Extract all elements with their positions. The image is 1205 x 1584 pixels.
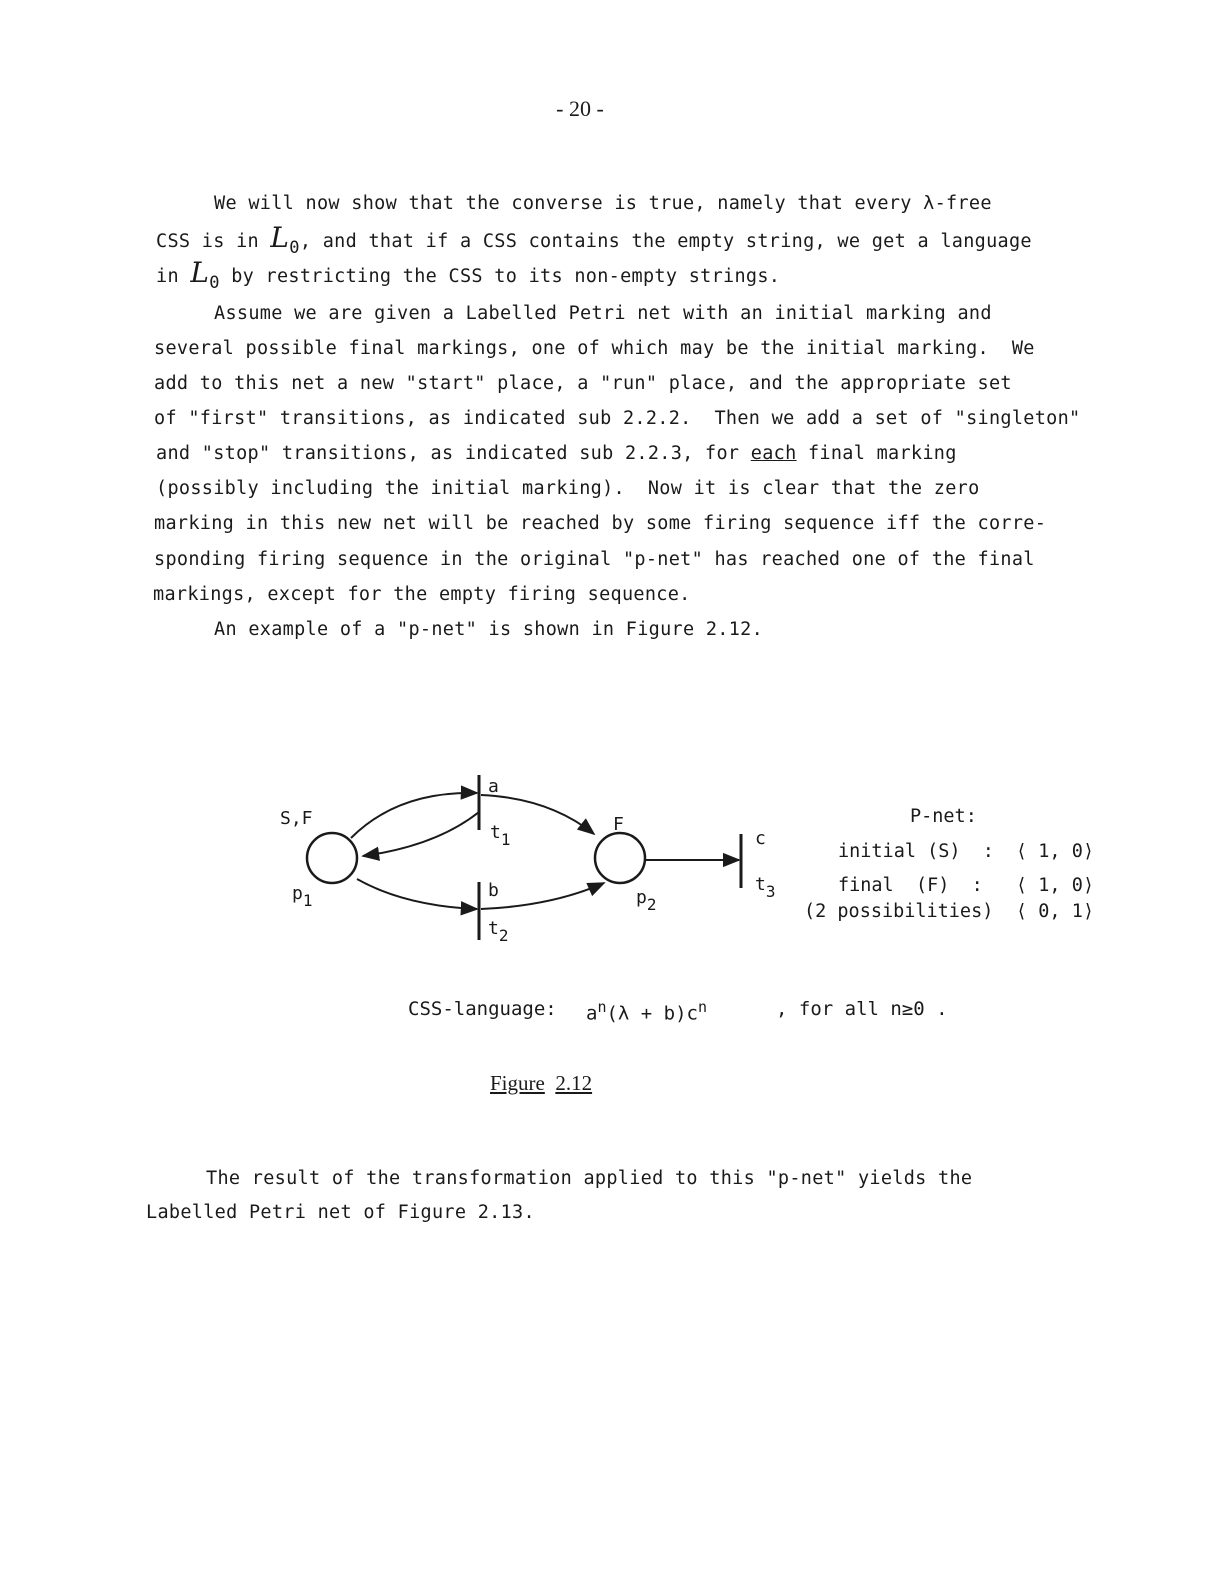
t3-name-label bbox=[755, 874, 775, 901]
paragraph2-line4: of "first" transitions, as indicated sub 2.2.2. Then we add a set of "singleton" bbox=[154, 408, 1081, 429]
legend-initial-label: initial (S) : bbox=[838, 841, 994, 862]
t1-name: t bbox=[490, 822, 501, 843]
script-l-symbol: L bbox=[190, 256, 210, 289]
place-p2 bbox=[595, 833, 645, 883]
arc-p1-to-t1 bbox=[351, 793, 477, 838]
paragraph2-line6: (possibly including the initial marking). Now it is clear that the zero bbox=[156, 478, 980, 499]
p2-name: p bbox=[636, 887, 647, 908]
paragraph1-line2-end: , and that if a CSS contains the empty string, we get a language bbox=[299, 231, 1032, 252]
p1-marking-label: S,F bbox=[280, 808, 313, 829]
paragraph2-line8: sponding firing sequence in the original "p-net" has reached one of the final bbox=[154, 549, 1035, 570]
formula-condition: , for all n≥0 . bbox=[776, 998, 948, 1020]
legend-final-value-1: ⟨ 1, 0⟩ bbox=[1016, 875, 1094, 896]
t1-name-label bbox=[490, 822, 510, 849]
paragraph2-line3: add to this net a new "start" place, a "run" place, and the appropriate set bbox=[154, 373, 1012, 394]
paragraph4-line1: The result of the transformation applied to this "p-net" yields the bbox=[206, 1168, 973, 1189]
p2-name-label bbox=[636, 887, 656, 914]
p1-name-label bbox=[292, 883, 312, 910]
paragraph2-line5-end: final marking bbox=[796, 443, 957, 464]
emphasis-each: each bbox=[750, 443, 797, 464]
paragraph2-line2: several possible final markings, one of which may be the initial marking. We bbox=[154, 338, 1035, 359]
t2-subscript: 2 bbox=[498, 926, 509, 945]
paragraph1-line3-end: by restricting the CSS to its non-empty strings. bbox=[219, 266, 781, 287]
formula-exponent-2: n bbox=[698, 998, 708, 1016]
legend-initial-value: ⟨ 1, 0⟩ bbox=[1016, 841, 1094, 862]
p1-subscript: 1 bbox=[302, 891, 313, 910]
place-p1 bbox=[307, 833, 357, 883]
caption-word: Figure bbox=[490, 1071, 545, 1095]
legend-final-value-2: ⟨ 0, 1⟩ bbox=[1016, 901, 1094, 922]
t1-subscript: 1 bbox=[500, 830, 511, 849]
paragraph1-line3-start: in bbox=[156, 266, 191, 287]
formula-label: CSS-language: bbox=[408, 998, 557, 1020]
t2-name: t bbox=[488, 918, 499, 939]
t3-subscript: 3 bbox=[765, 882, 776, 901]
arc-p1-to-t2 bbox=[357, 879, 477, 909]
formula-exponent-1: n bbox=[597, 998, 607, 1016]
script-l-symbol: L bbox=[270, 221, 290, 254]
paragraph4-line2: Labelled Petri net of Figure 2.13. bbox=[146, 1202, 535, 1223]
arc-t2-to-p2 bbox=[481, 883, 604, 909]
paragraph1-line1: We will now show that the converse is true, namely that every λ-free bbox=[214, 193, 992, 214]
t3-action-label: c bbox=[755, 828, 766, 849]
caption-number: 2.12 bbox=[555, 1071, 593, 1095]
formula-middle: (λ + b)c bbox=[606, 1002, 698, 1025]
formula-expression bbox=[586, 998, 707, 1024]
paragraph2-line5-start: and "stop" transitions, as indicated sub 2.2.3, for bbox=[156, 443, 751, 464]
figure-caption bbox=[490, 1071, 592, 1096]
script-l-subscript: 0 bbox=[289, 238, 300, 258]
paragraph3: An example of a "p-net" is shown in Figure 2.12. bbox=[214, 619, 764, 640]
paragraph2-line9: markings, except for the empty firing sequence. bbox=[153, 584, 691, 605]
arc-t1-to-p1 bbox=[363, 812, 479, 856]
t3-name: t bbox=[755, 874, 766, 895]
p2-marking-label: F bbox=[613, 814, 624, 835]
t2-action-label: b bbox=[488, 880, 499, 901]
legend-possibilities-label: (2 possibilities) bbox=[804, 901, 994, 922]
p2-subscript: 2 bbox=[646, 895, 657, 914]
p1-name: p bbox=[292, 883, 303, 904]
legend-title: P-net: bbox=[910, 806, 977, 827]
t1-action-label: a bbox=[488, 776, 499, 797]
script-l-subscript: 0 bbox=[209, 273, 220, 293]
paragraph1-line2-start: CSS is in bbox=[156, 231, 271, 252]
page-number: - 20 - bbox=[556, 96, 604, 121]
paragraph2-line7: marking in this new net will be reached by some firing sequence iff the corre- bbox=[154, 513, 1047, 534]
formula-a: a bbox=[586, 1002, 598, 1025]
t2-name-label bbox=[488, 918, 508, 945]
paragraph2-line1: Assume we are given a Labelled Petri net with an initial marking and bbox=[214, 303, 992, 324]
legend-final-label: final (F) : bbox=[838, 875, 983, 896]
